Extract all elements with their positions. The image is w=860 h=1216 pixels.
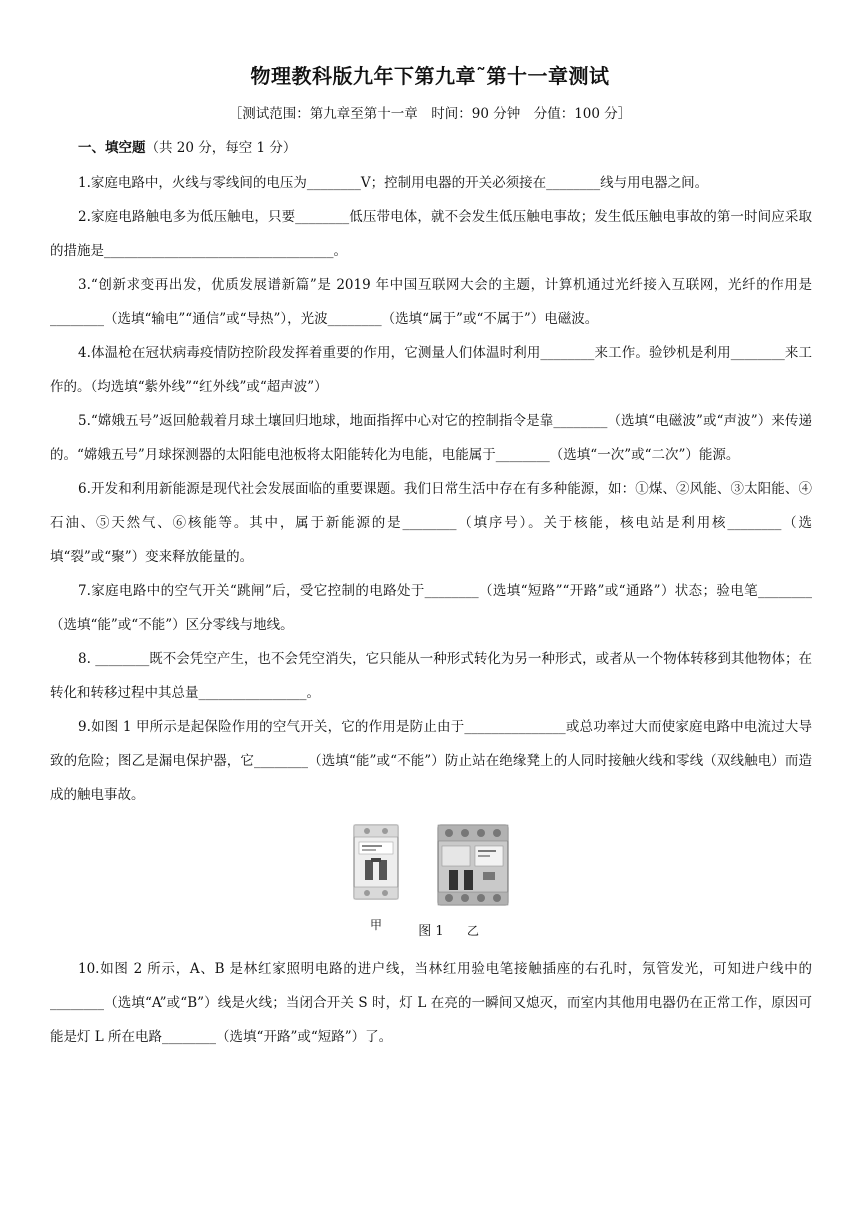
question-list bbox=[50, 166, 812, 1054]
question-5: 5.“嫦娥五号”返回舱载着月球土壤回归地球，地面指挥中心对它的控制指令是靠________（选填“电磁波”或“声波”）来传递的。“嫦娥五号”月球探测器的太阳能电池板将太阳能转化为电能，电能属于________（选填“一次”或“二次”）能源。 bbox=[50, 413, 812, 463]
question-1: 1.家庭电路中，火线与零线间的电压为________V；控制用电器的开关必须接在________线与用电器之间。 bbox=[78, 175, 709, 191]
air-switch-image bbox=[353, 824, 399, 900]
leakage-protector-image bbox=[437, 824, 509, 906]
page-title: 物理教科版九年下第九章˜第十一章测试 bbox=[250, 64, 610, 88]
question-6: 6.开发和利用新能源是现代社会发展面临的重要课题。我们日常生活中存在有多种能源，如：①煤、②风能、③太阳能、④石油、⑤天然气、⑥核能等。其中，属于新能源的是________（填序号）。关于核能，核电站是利用核________（选填“裂”或“聚”）变来释放能量的。 bbox=[50, 481, 812, 565]
test-scope-line: ［测试范围：第九章至第十一章 时间：90 分钟 分值：100 分］ bbox=[228, 106, 632, 122]
figure-label-jia: 甲 bbox=[369, 918, 382, 932]
question-9: 9.如图 1 甲所示是起保险作用的空气开关，它的作用是防止由于_______________或总功率过大而使家庭电路中电流过大导致的危险；图乙是漏电保护器，它________（选填“能”或“不能”）防止站在绝缘凳上的人同时接触火线和零线（双线触电）而造成的触电事故。 bbox=[50, 719, 812, 803]
question-4: 4.体温枪在冠状病毒疫情防控阶段发挥着重要的作用，它测量人们体温时利用________来工作。验钞机是利用________来工作的。（均选填“紫外线”“红外线”或“超声波”） bbox=[50, 345, 812, 395]
question-2: 2.家庭电路触电多为低压触电，只要________低压带电体，就不会发生低压触电事故；发生低压触电事故的第一时间应采取的措施是__________________________________。 bbox=[50, 209, 812, 259]
question-10: 10.如图 2 所示，A、B 是林红家照明电路的进户线，当林红用验电笔接触插座的右孔时，氖管发光，可知进户线中的________（选填“A”或“B”）线是火线；当闭合开关 S 时，灯 L 在亮的一瞬间又熄灭，而室内其他用电器仍在正常工作，原因可能是灯 L 所在电路________（选填“开路”或“短路”）了。 bbox=[50, 961, 812, 1045]
breaker-b bbox=[437, 824, 509, 938]
section-heading bbox=[78, 136, 296, 156]
figure-label-yi: 乙 bbox=[466, 924, 479, 938]
question-8: 8. ________既不会凭空产生，也不会凭空消失，它只能从一种形式转化为另一种形式，或者从一个物体转移到其他物体；在转化和转移过程中其总量________________。 bbox=[50, 651, 812, 701]
question-7: 7.家庭电路中的空气开关“跳闸”后，受它控制的电路处于________（选填“短路”“开路”或“通路”）状态；验电笔________（选填“能”或“不能”）区分零线与地线。 bbox=[50, 583, 812, 633]
section-note: （共 20 分，每空 1 分） bbox=[145, 140, 297, 156]
figure-caption: 图 1 bbox=[418, 924, 444, 939]
section-title: 一、填空题 bbox=[78, 140, 146, 156]
breaker-a bbox=[353, 824, 399, 932]
question-3: 3.“创新求变再出发，优质发展谱新篇”是 2019 年中国互联网大会的主题，计算机通过光纤接入互联网，光纤的作用是________（选填“输电”“通信”或“导热”），光波________（选填“属于”或“不属于”）电磁波。 bbox=[50, 277, 812, 327]
